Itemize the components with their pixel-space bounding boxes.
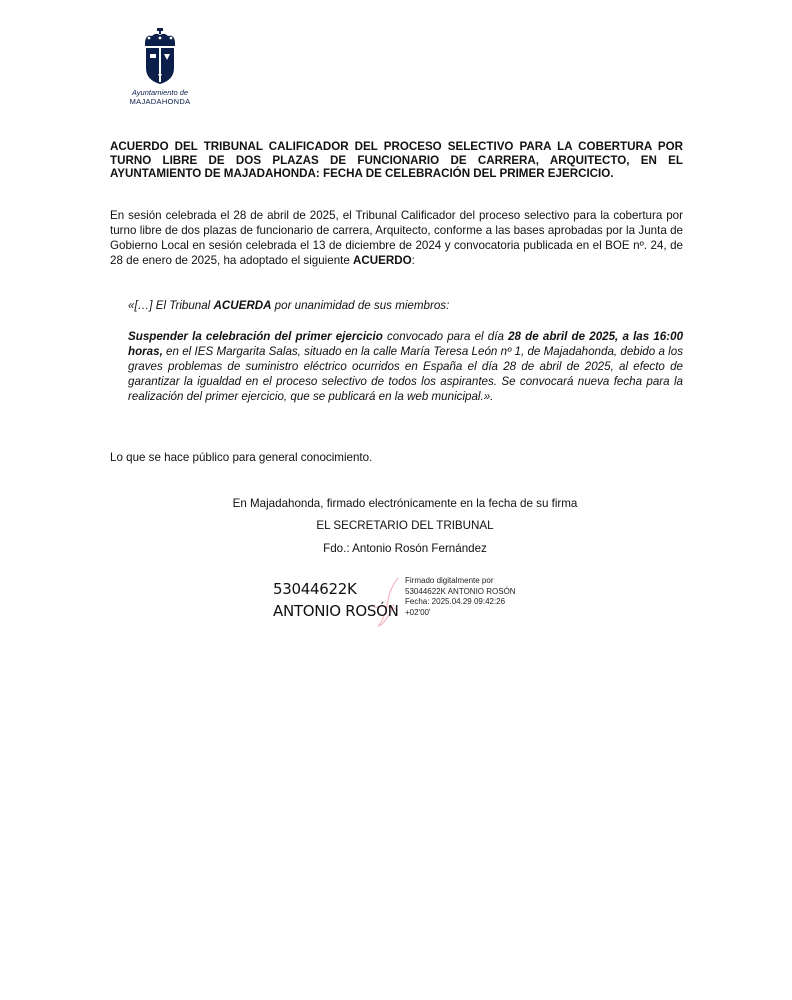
quote2-bold1: Suspender la celebración del primer ejercicio — [128, 330, 383, 343]
document-title: ACUERDO DEL TRIBUNAL CALIFICADOR DEL PROCESO SELECTIVO PARA LA COBERTURA POR TURNO LIBRE DE DOS PLAZAS DE FUNCIONARIO DE CARRERA, ARQUITECTO, EN EL AYUNTAMIENTO DE MAJADAHONDA: FECHA DE CELEBRACIÓN DEL PRIMER EJERCICIO. — [110, 140, 683, 180]
signature-name-line: Fdo.: Antonio Rosón Fernández — [323, 542, 487, 555]
intro-paragraph — [110, 208, 683, 268]
sig-detail-1: Firmado digitalmente por — [405, 576, 494, 585]
digital-signature-details — [405, 576, 545, 618]
sig-detail-2: 53044622K ANTONIO ROSÓN — [405, 586, 516, 596]
quote2-bold2: 28 de abril de 2025, a las 16:00 horas, — [128, 330, 684, 358]
intro-bold: ACUERDO — [353, 254, 412, 267]
digital-signature-id: 53044622K — [273, 580, 357, 598]
quote2-end: ». — [483, 390, 494, 403]
intro-end: : — [411, 254, 415, 267]
quote2-text1: convocado para el día — [382, 330, 509, 343]
quote1-start: «[…] El Tribunal — [128, 299, 214, 312]
logo-line-1: Ayuntamiento de — [131, 88, 189, 97]
signature-role-line: EL SECRETARIO DEL TRIBUNAL — [316, 519, 494, 532]
logo-line-2: MAJADAHONDA — [129, 97, 191, 106]
quote-intro — [128, 298, 683, 313]
municipal-logo — [118, 28, 202, 110]
quote1-end: por unanimidad de sus miembros: — [271, 299, 450, 312]
signature-place-line: En Majadahonda, firmado electrónicamente en la fecha de su firma — [232, 497, 578, 510]
coat-of-arms-icon — [140, 28, 180, 86]
quote2-text2: en el IES Margarita Salas, situado en la calle María Teresa León nº 1, de Majadahonda, debido a los graves problemas de suministro eléctrico ocurridos en España el día 28 de abril de 2025, al efecto de garantizar la igualdad en el proceso selectivo de todos los aspirantes. Se convocará nueva fecha para la realización del primer ejercicio, que se publicará en la web municipal. — [128, 345, 683, 403]
sig-detail-3: Fecha: 2025.04.29 09:42:26 — [405, 597, 506, 606]
quote-resolution — [128, 329, 683, 404]
digital-signature-name: ANTONIO ROSÓN — [273, 602, 399, 620]
quote1-bold: ACUERDA — [213, 299, 272, 312]
closing-line: Lo que se hace público para general conocimiento. — [110, 451, 373, 464]
intro-text: En sesión celebrada el 28 de abril de 2025, el Tribunal Calificador del proceso selectivo para la cobertura por turno libre de dos plazas de funcionario de carrera, Arquitecto, conforme a las bases aprobadas por la Junta de Gobierno Local en sesión celebrada el 13 de diciembre de 2024 y convocatoria publicada en el BOE nº. 24, de 28 de enero de 2025, ha adoptado el siguiente — [110, 209, 683, 267]
sig-detail-4: +02'00' — [405, 607, 431, 617]
